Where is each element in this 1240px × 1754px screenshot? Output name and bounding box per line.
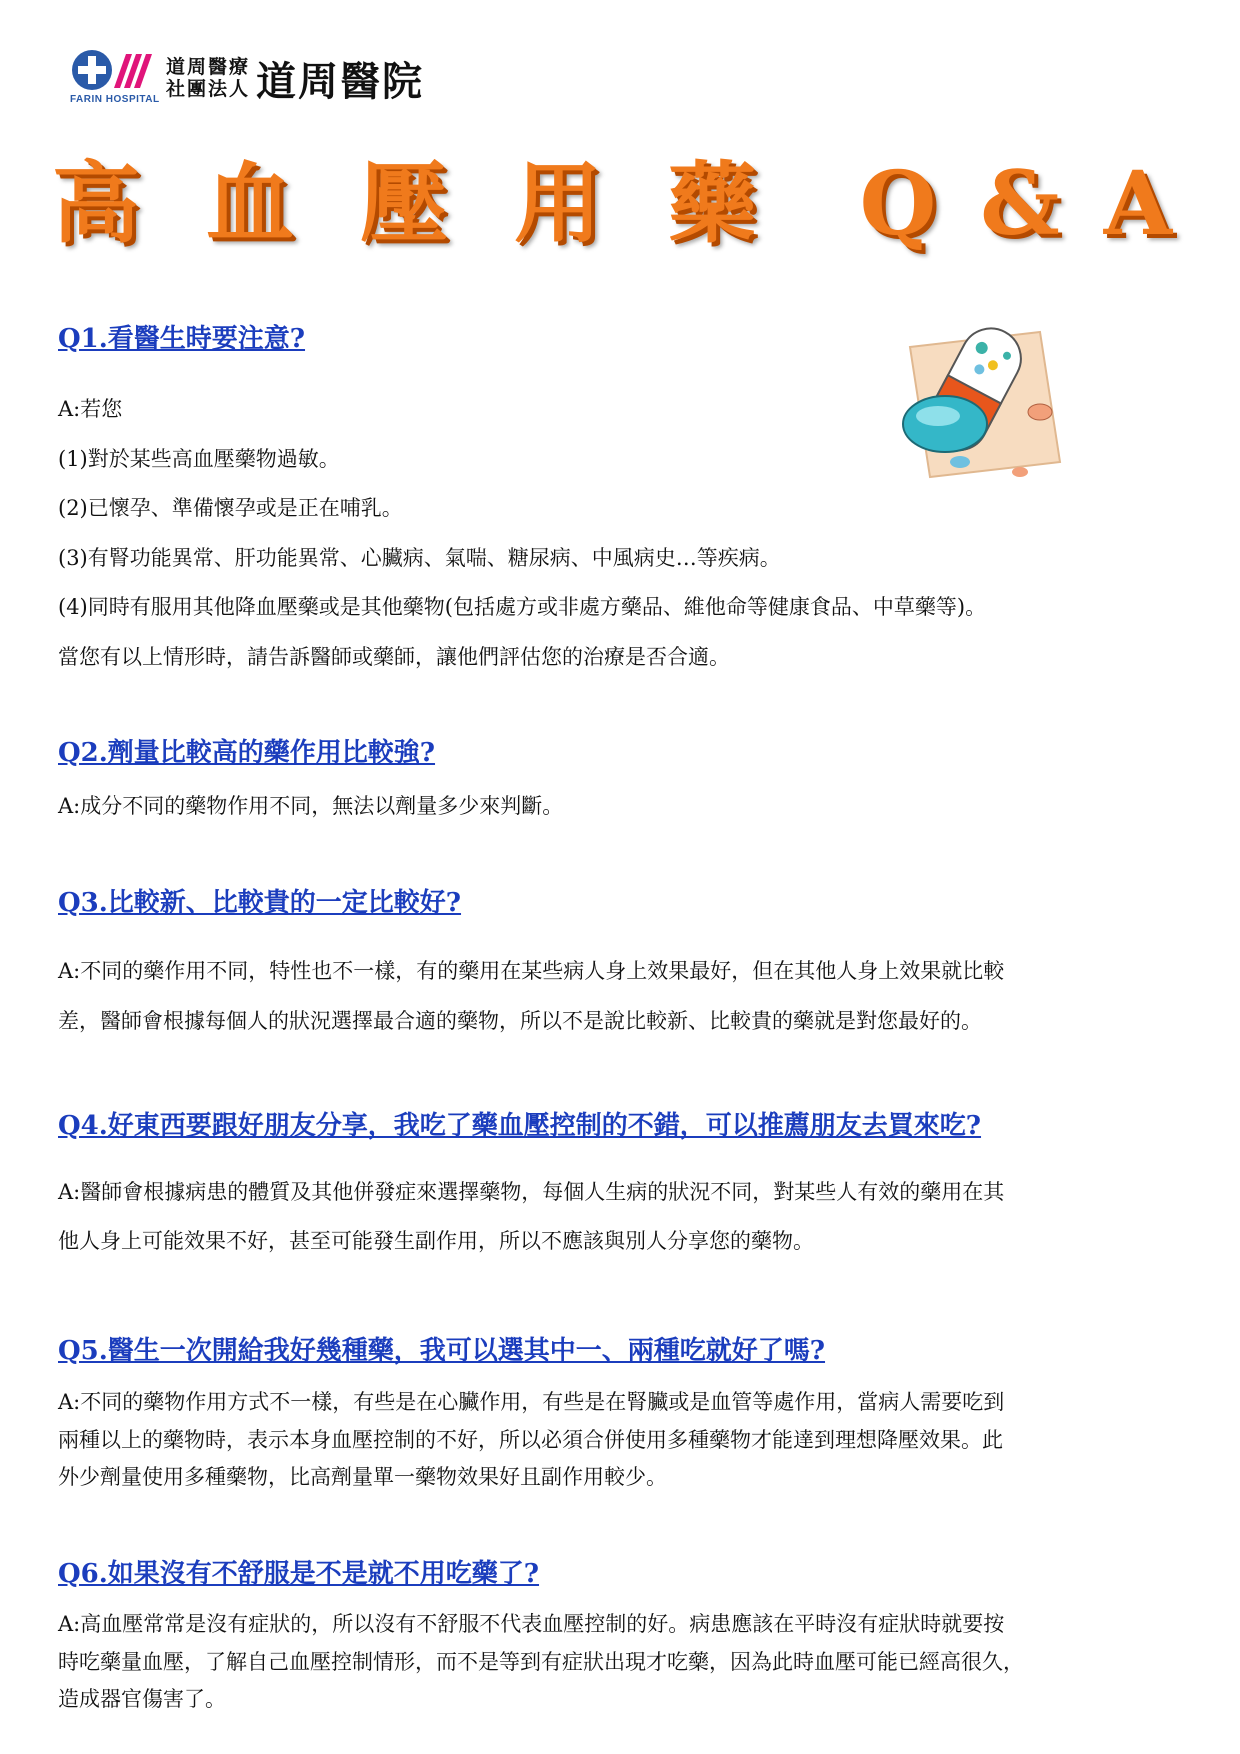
question-3: Q3.比較新、比較貴的一定比較好? — [58, 888, 462, 918]
answer-line: A:醫師會根據病患的體質及其他併發症來選擇藥物，每個人生病的狀況不同，對某些人有效的藥用在其 — [58, 1180, 1005, 1204]
answer-line: A:不同的藥物作用方式不一樣，有些是在心臟作用，有些是在腎臟或是血管等處作用，當病人需要吃到 — [58, 1390, 1005, 1414]
title-char: 血 — [206, 151, 295, 255]
title-char: 高 — [52, 151, 141, 255]
title-qa — [859, 151, 1172, 255]
organization-type — [166, 56, 250, 100]
title-char: & — [980, 151, 1060, 255]
answer-5 — [58, 1384, 1183, 1497]
hospital-logo-mark — [70, 48, 160, 108]
answer-line: A:高血壓常常是沒有症狀的，所以沒有不舒服不代表血壓控制的好。病患應該在平時沒有症狀時就要按 — [58, 1612, 1005, 1636]
answer-6 — [58, 1606, 1183, 1719]
answer-line: (2)已懷孕、準備懷孕或是正在哺乳。 — [58, 496, 403, 520]
org-line-1: 道周醫療 — [166, 56, 251, 78]
question-5: Q5.醫生一次開給我好幾種藥，我可以選其中一、兩種吃就好了嗎? — [58, 1336, 826, 1366]
answer-line: (4)同時有服用其他降血壓藥或是其他藥物(包括處方或非處方藥品、維他命等健康食品、中草藥等)。 — [58, 595, 987, 619]
answer-line: (3)有腎功能異常、肝功能異常、心臟病、氣喘、糖尿病、中風病史…等疾病。 — [58, 545, 781, 570]
question-1: Q1.看醫生時要注意? — [58, 324, 306, 354]
answer-line: A:不同的藥作用不同，特性也不一樣，有的藥用在某些病人身上效果最好，但在其他人身上效果就比較 — [58, 959, 1005, 983]
answer-line: 兩種以上的藥物時，表示本身血壓控制的不好，所以必須合併使用多種藥物才能達到理想降壓效果。此 — [58, 1427, 1003, 1452]
question-6: Q6.如果沒有不舒服是不是就不用吃藥了? — [58, 1559, 540, 1589]
answer-4 — [58, 1168, 1183, 1266]
answer-line: 造成器官傷害了。 — [58, 1687, 226, 1711]
answer-line: 差，醫師會根據每個人的狀況選擇最合適的藥物，所以不是說比較新、比較貴的藥就是對您最好的。 — [58, 1009, 982, 1033]
answer-line: 外少劑量使用多種藥物，比高劑量單一藥物效果好且副作用較少。 — [58, 1465, 667, 1489]
answer-2 — [58, 786, 1183, 826]
question-4: Q4.好東西要跟好朋友分享，我吃了藥血壓控制的不錯，可以推薦朋友去買來吃? — [58, 1111, 982, 1141]
title-char: 藥 — [668, 151, 757, 255]
hospital-logo — [70, 48, 424, 108]
answer-line: A:成分不同的藥物作用不同，無法以劑量多少來判斷。 — [58, 794, 564, 818]
cross-logo-icon — [70, 48, 160, 96]
answer-line: 時吃藥量血壓，了解自己血壓控制情形，而不是等到有症狀出現才吃藥，因為此時血壓可能已經高很久， — [58, 1649, 1024, 1674]
answer-line: 當您有以上情形時，請告訴醫師或藥師，讓他們評估您的治療是否合適。 — [58, 644, 730, 669]
answer-line: A:若您 — [58, 397, 123, 421]
answer-1 — [58, 385, 1183, 682]
title-char: 壓 — [360, 151, 449, 255]
question-2: Q2.劑量比較高的藥作用比較強? — [58, 738, 436, 768]
answer-line: (1)對於某些高血壓藥物過敏。 — [58, 446, 340, 471]
hospital-name: 道周醫院 — [256, 57, 425, 105]
logo-subtitle: FARIN HOSPITAL — [70, 94, 160, 105]
title-char: 用 — [514, 151, 603, 255]
title-char: A — [1103, 151, 1172, 255]
title-char: Q — [859, 151, 937, 255]
page-title — [52, 148, 1172, 258]
org-line-2: 社團法人 — [166, 78, 251, 100]
answer-line: 他人身上可能效果不好，甚至可能發生副作用，所以不應該與別人分享您的藥物。 — [58, 1229, 814, 1253]
title-chinese — [52, 151, 757, 255]
answer-3 — [58, 946, 1183, 1046]
